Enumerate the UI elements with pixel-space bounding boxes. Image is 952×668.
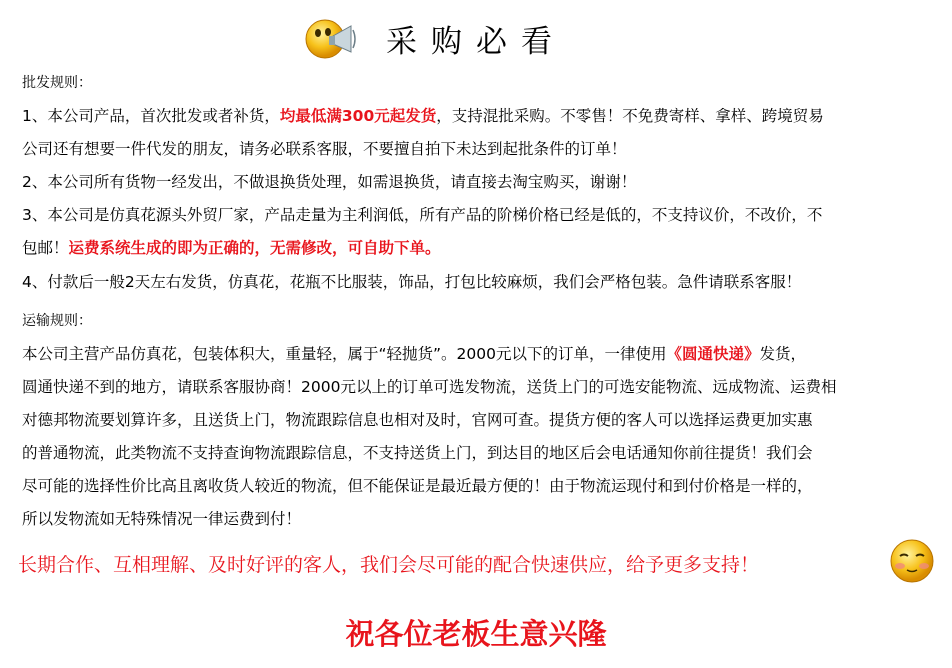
section-heading-shipping: 运输规则： [22, 313, 92, 329]
wholesale-rule-3-cont [22, 236, 946, 258]
rule-text: 本公司主营产品仿真花，包装体积大，重量轻，属于“轻抛货”。2000元以下的订单，一律使用 [22, 345, 667, 363]
shipping-line-4: 的普通物流，此类物流不支持查询物流跟踪信息，不支持送货上门，到达目的地区后会电话通知你前往提货！我们会 [22, 444, 813, 462]
rule-text: 包邮！ [22, 239, 69, 257]
wholesale-rule-2: 2、本公司所有货物一经发出，不做退换货处理，如需退换货，请直接去淘宝购买，谢谢！ [22, 173, 637, 191]
courier-highlight: 《圆通快递》 [666, 345, 760, 363]
rule-text: ，支持混批采购。不零售！不免费寄样、拿样、跨境贸易 [436, 107, 824, 125]
section-heading-wholesale: 批发规则： [22, 75, 92, 91]
shy-smiley-icon [886, 536, 938, 586]
wholesale-rule-3: 3、本公司是仿真花源头外贸厂家，产品走量为主利润低，所有产品的阶梯价格已经是低的，不支持议价，不改价，不 [22, 206, 823, 224]
shipping-line-3: 对德邦物流要划算许多，且送货上门，物流跟踪信息也相对及时，官网可查。提货方便的客人可以选择运费更加实惠 [22, 411, 813, 429]
rule-text: 1、本公司产品，首次批发或者补货， [22, 107, 280, 125]
cooperation-message: 长期合作、互相理解、及时好评的客人，我们会尽可能的配合快速供应，给予更多支持！ [18, 554, 760, 576]
wholesale-rule-1 [22, 104, 946, 126]
wholesale-rule-4: 4、付款后一般2天左右发货，仿真花，花瓶不比服装，饰品，打包比较麻烦，我们会严格包装。急件请联系客服！ [22, 273, 802, 291]
shipping-line-2: 圆通快递不到的地方，请联系客服协商！2000元以上的订单可选发物流，送货上门的可选安能物流、远成物流、运费相 [22, 378, 837, 396]
page-title: 采购必看 [386, 24, 566, 60]
blessing-banner: 祝各位老板生意兴隆 [345, 617, 607, 651]
rule-text: 发货， [759, 345, 807, 363]
shipping-line-5: 尽可能的选择性价比高且离收货人较近的物流，但不能保证是最近最方便的！由于物流运现付和到付价格是一样的， [22, 477, 813, 495]
freight-note-highlight: 运费系统生成的即为正确的，无需修改，可自助下单。 [68, 239, 441, 257]
minimum-order-highlight: 均最低满300元起发货 [279, 107, 437, 125]
shipping-line-6: 所以发物流如无特殊情况一律运费到付！ [22, 510, 302, 528]
wholesale-rule-1-cont: 公司还有想要一件代发的朋友，请务必联系客服，不要擅自拍下未达到起批条件的订单！ [22, 140, 627, 158]
shipping-line-1 [22, 342, 946, 364]
